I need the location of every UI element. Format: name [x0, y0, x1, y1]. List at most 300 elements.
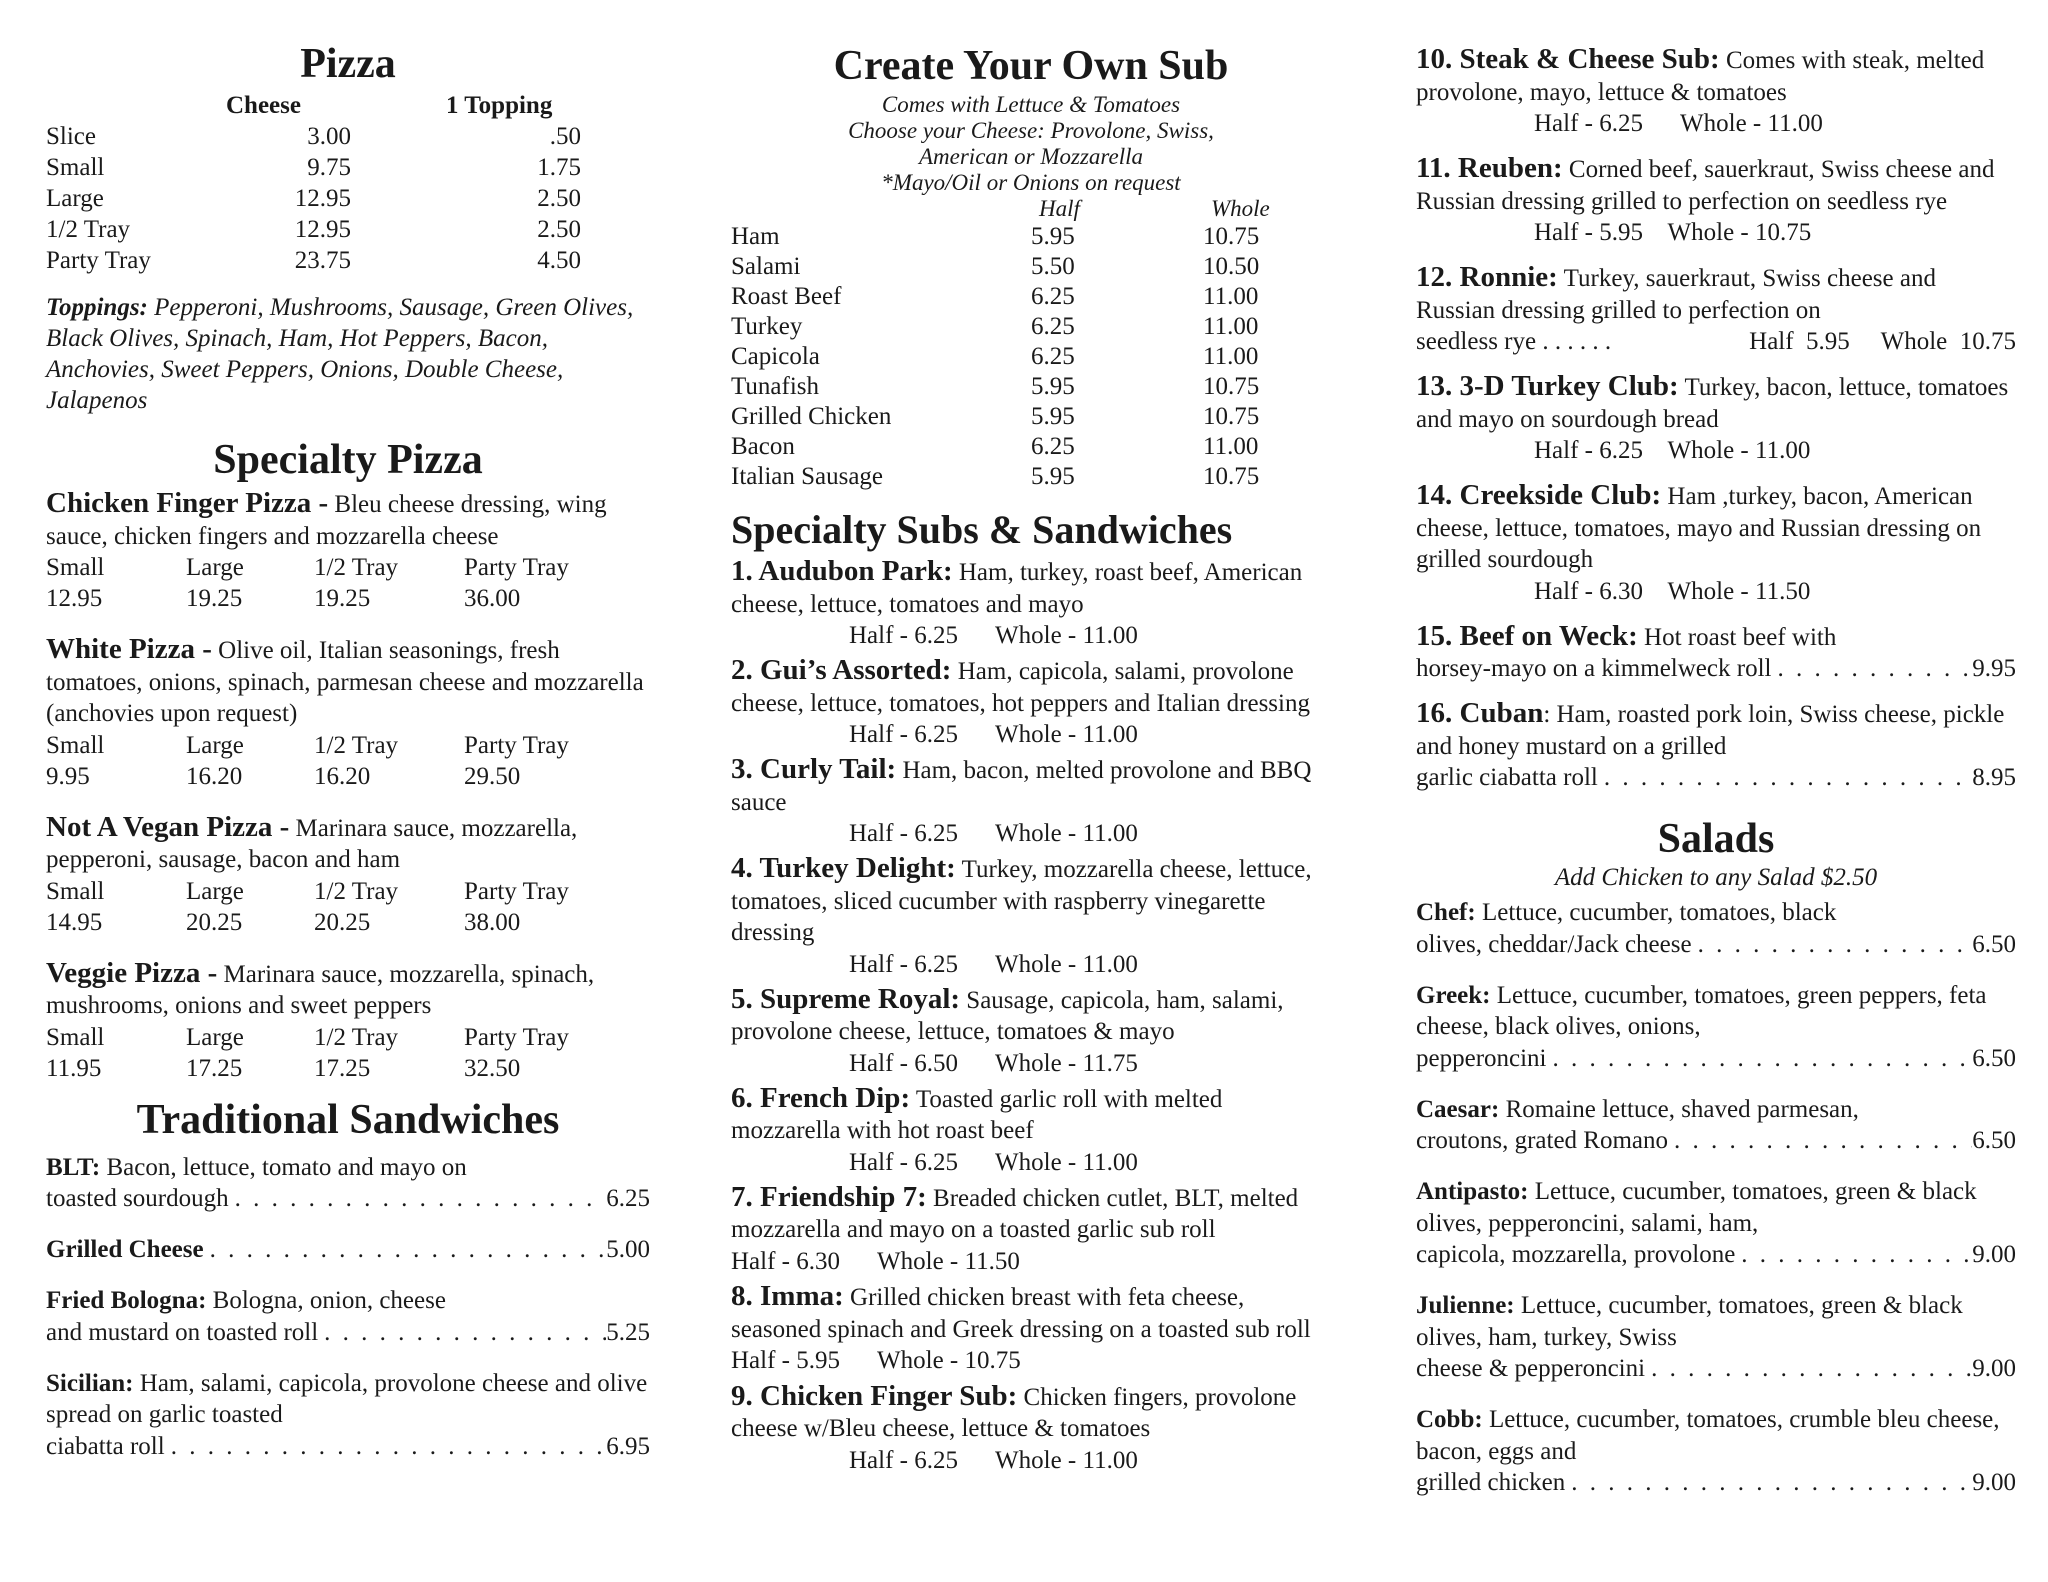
specialty-subs-list-continued — [1416, 44, 2016, 793]
salad-item — [1416, 1176, 2016, 1270]
salad-description — [1416, 897, 2016, 929]
salad-name: Cobb: — [1416, 1406, 1483, 1433]
salad-price-line — [1416, 1043, 2016, 1074]
size-label: Party Tray — [464, 1023, 569, 1051]
specialty-pizza-prices — [46, 761, 650, 792]
specialty-sub-desc: Ham, bacon, melted provolone and BBQ sauce — [731, 757, 1312, 816]
dot-leader — [1735, 1239, 1972, 1270]
specialty-sub-desc: Hot roast beef with — [1637, 623, 1837, 651]
create-sub-row — [731, 462, 1331, 492]
traditional-name: Grilled Cheese — [46, 1236, 204, 1263]
traditional-price: 5.25 — [606, 1318, 650, 1346]
specialty-sub-name: 13. 3-D Turkey Club: — [1416, 370, 1679, 402]
specialty-sub-name: 2. Gui’s Assorted: — [731, 654, 952, 686]
salad-price-line — [1416, 1239, 2016, 1270]
create-sub-note: *Mayo/Oil or Onions on request — [881, 170, 1181, 195]
traditional-item — [46, 1234, 650, 1265]
specialty-sub-name: 1. Audubon Park: — [731, 555, 953, 587]
create-sub-notes — [731, 92, 1331, 196]
salad-desc-end: capicola, mozzarella, provolone — [1416, 1241, 1736, 1268]
column-right — [1416, 0, 2016, 1498]
specialty-sub-desc: Ham, turkey, roast beef, American cheese, lettuce, tomatoes and mayo — [731, 559, 1303, 618]
salad-price-line — [1416, 1467, 2016, 1498]
salad-desc-end: pepperoncini — [1416, 1044, 1547, 1072]
traditional-desc-end: toasted sourdough — [46, 1185, 229, 1212]
create-sub-note: American or Mozzarella — [918, 144, 1143, 169]
salad-desc-end: cheese & pepperoncini — [1416, 1355, 1646, 1382]
create-sub-half: 6.25 — [1031, 343, 1075, 370]
specialty-sub-item — [731, 1381, 1331, 1476]
pizza-cheese-price: 12.95 — [294, 185, 351, 212]
size-price: 19.25 — [314, 585, 371, 612]
pizza-topping-price: 2.50 — [537, 216, 581, 243]
salad-item — [1416, 1404, 2016, 1498]
pizza-title: Pizza — [300, 41, 396, 87]
traditional-title: Traditional Sandwiches — [136, 1096, 560, 1143]
size-label: 1/2 Tray — [314, 1023, 399, 1051]
pizza-topping-price: 2.50 — [537, 185, 581, 212]
specialty-sub-item — [731, 754, 1331, 849]
specialty-sub-desc-end: seedless rye . . . . . . — [1416, 328, 1612, 355]
size-label: Party Tray — [464, 731, 569, 759]
specialty-pizza-name: Veggie Pizza - — [46, 956, 218, 989]
specialty-sub-item — [731, 556, 1331, 651]
specialty-subs-title: Specialty Subs & Sandwiches — [731, 507, 1233, 552]
salad-price: 6.50 — [1972, 1044, 2016, 1072]
traditional-price-line — [46, 1234, 650, 1265]
specialty-sub-desc-end: garlic ciabatta roll — [1416, 764, 1598, 791]
salad-price-line — [1416, 1353, 2016, 1384]
specialty-sub-desc: Chicken fingers, provolone cheese w/Bleu cheese, lettuce & tomatoes — [731, 1383, 1297, 1442]
salad-description — [1416, 980, 2016, 1043]
specialty-sub-item — [731, 1182, 1331, 1278]
traditional-name: Sicilian: — [46, 1369, 134, 1397]
size-label: 1/2 Tray — [314, 731, 399, 759]
salads-list — [1416, 897, 2016, 1498]
specialty-sub-desc: Comes with steak, melted provolone, mayo, lettuce & tomatoes — [1416, 47, 1985, 106]
create-sub-half: 5.95 — [1031, 373, 1075, 400]
size-price: 19.25 — [186, 585, 243, 612]
specialty-sub-desc: Ham, capicola, salami, provolone cheese, lettuce, tomatoes, hot peppers and Italian dressing — [731, 658, 1310, 717]
dot-leader — [1668, 1125, 1972, 1156]
specialty-sub-desc: : Ham, roasted pork loin, Swiss cheese, pickle and honey mustard on a grilled — [1416, 701, 2005, 760]
size-label: Small — [46, 877, 105, 905]
create-sub-name: Salami — [731, 253, 801, 280]
traditional-item — [46, 1152, 650, 1215]
specialty-sub-desc: Breaded chicken cutlet, BLT, melted mozzarella and mayo on a toasted garlic sub roll — [731, 1184, 1299, 1243]
pizza-cheese-price: 3.00 — [307, 123, 351, 150]
specialty-sub-price: Half - 5.95 Whole - 10.75 — [1534, 219, 1812, 246]
pizza-price-table — [46, 121, 650, 276]
specialty-pizza-name: Chicken Finger Pizza - — [46, 487, 329, 519]
size-price: 9.95 — [46, 762, 90, 790]
specialty-pizza-name: White Pizza - — [46, 633, 212, 665]
specialty-sub-item — [731, 984, 1331, 1079]
pizza-size: Large — [46, 185, 104, 212]
salad-item — [1416, 897, 2016, 960]
specialty-pizza-size-labels — [46, 1022, 650, 1053]
size-price: 17.25 — [186, 1054, 243, 1082]
salad-name: Antipasto: — [1416, 1178, 1529, 1205]
create-sub-half: 6.25 — [1031, 433, 1075, 460]
create-sub-row — [731, 282, 1331, 312]
specialty-sub-inline-price: Half - 5.95 Whole - 10.75 — [731, 1347, 1021, 1374]
specialty-sub-name: 14. Creekside Club: — [1416, 479, 1662, 511]
create-sub-header-row — [731, 196, 1331, 222]
size-price: 16.20 — [186, 762, 243, 790]
size-label: Small — [46, 1023, 105, 1051]
create-sub-whole: 11.00 — [1203, 433, 1259, 460]
salad-desc: Lettuce, cucumber, tomatoes, green & black olives, pepperoncini, salami, ham, — [1416, 1178, 1977, 1237]
specialty-pizza-list — [46, 488, 650, 1084]
toppings-list — [46, 292, 650, 416]
create-sub-row — [731, 312, 1331, 342]
specialty-sub-name: 8. Imma: — [731, 1280, 844, 1312]
specialty-sub-description — [731, 754, 1331, 818]
create-sub-row — [731, 222, 1331, 252]
specialty-pizza-desc: Marinara sauce, mozzarella, spinach, mushrooms, onions and sweet peppers — [46, 960, 595, 1019]
specialty-sub-description — [1416, 262, 2016, 326]
pizza-price-row — [46, 152, 650, 183]
specialty-pizza-prices — [46, 1053, 650, 1084]
create-sub-title: Create Your Own Sub — [833, 43, 1229, 89]
salads-note: Add Chicken to any Salad $2.50 — [1554, 864, 1878, 891]
traditional-desc: Bacon, lettuce, tomato and mayo on — [100, 1153, 467, 1181]
pizza-size: Small — [46, 154, 105, 181]
specialty-sub-description — [731, 1281, 1331, 1377]
salad-description — [1416, 1094, 2016, 1126]
specialty-sub-name: 10. Steak & Cheese Sub: — [1416, 43, 1720, 75]
specialty-sub-item — [731, 853, 1331, 980]
dot-leader — [204, 1234, 607, 1265]
specialty-pizza-item — [46, 812, 650, 938]
size-price: 11.95 — [46, 1054, 102, 1082]
size-label: 1/2 Tray — [314, 554, 399, 581]
salad-price-line — [1416, 1125, 2016, 1156]
specialty-sub-name: 6. French Dip: — [731, 1081, 911, 1114]
create-sub-name: Italian Sausage — [731, 463, 884, 490]
salad-name: Chef: — [1416, 899, 1476, 926]
specialty-sub-item — [1416, 44, 2016, 139]
traditional-item — [46, 1368, 650, 1462]
create-sub-name: Bacon — [731, 433, 795, 460]
pizza-size: Party Tray — [46, 247, 151, 274]
specialty-sub-description — [731, 853, 1331, 949]
specialty-subs-list — [731, 556, 1331, 1476]
traditional-name: Fried Bologna: — [46, 1287, 207, 1314]
salad-desc-end: olives, cheddar/Jack cheese — [1416, 930, 1692, 958]
pizza-price-row — [46, 214, 650, 245]
salad-price: 9.00 — [1972, 1241, 2016, 1268]
create-sub-table — [731, 222, 1331, 492]
size-price: 20.25 — [314, 908, 371, 936]
specialty-sub-name: 3. Curly Tail: — [731, 753, 897, 785]
specialty-sub-inline-price: Half - 6.30 Whole - 11.50 — [731, 1247, 1020, 1275]
size-label: Small — [46, 554, 105, 581]
salad-item — [1416, 1094, 2016, 1157]
traditional-price-line — [46, 1431, 650, 1462]
specialty-sub-name: 12. Ronnie: — [1416, 261, 1558, 293]
create-sub-name: Capicola — [731, 343, 820, 370]
specialty-sub-desc: Turkey, mozzarella cheese, lettuce, tomatoes, sliced cucumber with raspberry vinegarette dressing — [731, 856, 1312, 946]
specialty-sub-description — [1416, 480, 2016, 576]
salad-price-line — [1416, 929, 2016, 960]
create-sub-half: 5.95 — [1031, 403, 1075, 430]
specialty-sub-item — [1416, 371, 2016, 466]
specialty-sub-price: Half - 6.25 Whole - 11.00 — [849, 1148, 1138, 1176]
pizza-topping-price: 4.50 — [537, 247, 581, 274]
specialty-sub-description — [731, 984, 1331, 1048]
size-label: Large — [186, 1023, 244, 1051]
specialty-sub-name: 9. Chicken Finger Sub: — [731, 1379, 1018, 1412]
specialty-sub-description — [1416, 621, 2016, 654]
specialty-sub-description — [731, 1083, 1331, 1147]
salad-price: 9.00 — [1972, 1355, 2016, 1382]
salad-desc: Lettuce, cucumber, tomatoes, green & black olives, ham, turkey, Swiss — [1416, 1292, 1963, 1351]
specialty-sub-name: 4. Turkey Delight: — [731, 852, 956, 884]
size-price: 20.25 — [186, 908, 243, 936]
create-sub-whole: 10.75 — [1203, 463, 1260, 490]
traditional-price: 6.95 — [606, 1432, 650, 1460]
specialty-pizza-prices — [46, 583, 650, 614]
specialty-sub-item — [731, 1281, 1331, 1377]
toppings-text: Pepperoni, Mushrooms, Sausage, Green Olives, Black Olives, Spinach, Ham, Hot Peppers, Bacon, Anchovies, Sweet Peppers, Onions, Double Cheese, Jalapenos — [46, 294, 634, 414]
create-sub-whole: 10.50 — [1203, 253, 1260, 280]
dot-leader — [1692, 929, 1973, 960]
create-sub-row — [731, 342, 1331, 372]
specialty-sub-description — [1416, 698, 2016, 762]
specialty-sub-item — [1416, 621, 2016, 685]
salad-desc: Romaine lettuce, shaved parmesan, — [1499, 1095, 1859, 1123]
size-price: 17.25 — [314, 1054, 371, 1082]
create-sub-whole: 11.00 — [1203, 283, 1259, 310]
specialty-sub-item — [1416, 262, 2016, 357]
specialty-sub-item — [1416, 153, 2016, 248]
traditional-name: BLT: — [46, 1153, 101, 1181]
specialty-sub-price-line — [1416, 653, 2016, 684]
specialty-pizza-size-labels — [46, 876, 650, 907]
create-sub-name: Grilled Chicken — [731, 403, 892, 430]
specialty-sub-desc: Turkey, bacon, lettuce, tomatoes and mayo on sourdough bread — [1416, 374, 2009, 433]
salad-desc: Lettuce, cucumber, tomatoes, crumble bleu cheese, bacon, eggs and — [1416, 1406, 2000, 1465]
specialty-sub-price-line — [1416, 326, 2016, 357]
dot-leader — [1645, 1353, 1972, 1384]
specialty-sub-price: Half - 6.25 Whole - 11.00 — [1534, 110, 1823, 137]
specialty-sub-description — [1416, 153, 2016, 217]
specialty-sub-price: Half - 6.50 Whole - 11.75 — [849, 1049, 1138, 1077]
salad-item — [1416, 1290, 2016, 1384]
specialty-sub-desc: Sausage, capicola, ham, salami, provolone cheese, lettuce, tomatoes & mayo — [731, 986, 1284, 1045]
specialty-sub-description — [731, 556, 1331, 620]
create-sub-row — [731, 432, 1331, 462]
traditional-price-line — [46, 1183, 650, 1214]
traditional-desc-end: ciabatta roll — [46, 1432, 165, 1460]
specialty-sub-desc: Turkey, sauerkraut, Swiss cheese and Russian dressing grilled to perfection on — [1416, 265, 1936, 324]
create-sub-name: Roast Beef — [731, 283, 842, 310]
dot-leader — [1771, 653, 1972, 684]
create-sub-note: Comes with Lettuce & Tomatoes — [881, 92, 1181, 117]
specialty-sub-description — [731, 655, 1331, 719]
size-price: 29.50 — [464, 762, 521, 790]
specialty-pizza-item — [46, 958, 650, 1084]
salad-desc: Lettuce, cucumber, tomatoes, green peppers, feta cheese, black olives, onions, — [1416, 981, 1987, 1040]
specialty-sub-price-line — [1416, 762, 2016, 793]
specialty-pizza-desc: Olive oil, Italian seasonings, fresh tomatoes, onions, spinach, parmesan cheese and mozzarella (anchovies upon request) — [46, 637, 644, 727]
pizza-col-cheese: Cheese — [226, 92, 301, 119]
size-label: Party Tray — [464, 554, 569, 581]
size-label: Party Tray — [464, 877, 569, 905]
specialty-pizza-item — [46, 634, 650, 792]
pizza-col-topping: 1 Topping — [446, 92, 553, 119]
specialty-pizza-title: Specialty Pizza — [213, 437, 483, 483]
column-middle — [731, 0, 1331, 1476]
create-sub-half: 5.50 — [1031, 253, 1075, 280]
specialty-sub-item — [731, 655, 1331, 750]
specialty-sub-description — [1416, 44, 2016, 108]
size-price: 16.20 — [314, 762, 371, 790]
specialty-sub-desc: Corned beef, sauerkraut, Swiss cheese and Russian dressing grilled to perfection on seedless rye — [1416, 156, 1995, 215]
pizza-cheese-price: 9.75 — [307, 154, 351, 181]
toppings-label: Toppings: — [46, 294, 148, 321]
salads-title: Salads — [1657, 816, 1775, 862]
specialty-sub-desc: Grilled chicken breast with feta cheese, seasoned spinach and Greek dressing on a toasted sub roll — [731, 1284, 1311, 1343]
salad-description — [1416, 1176, 2016, 1239]
salad-name: Caesar: — [1416, 1095, 1500, 1123]
specialty-sub-name: 15. Beef on Weck: — [1416, 619, 1638, 652]
create-sub-col-half: Half — [1039, 196, 1080, 221]
specialty-sub-description — [731, 1182, 1331, 1278]
size-price: 14.95 — [46, 908, 103, 936]
specialty-sub-price: 8.95 — [1972, 764, 2016, 791]
salad-item — [1416, 980, 2016, 1074]
specialty-sub-item — [1416, 480, 2016, 607]
specialty-pizza-description — [46, 634, 650, 730]
traditional-desc-end: and mustard on toasted roll — [46, 1318, 319, 1346]
specialty-sub-desc: Ham ,turkey, bacon, American cheese, lettuce, tomatoes, mayo and Russian dressing on grilled sourdough — [1416, 483, 1982, 573]
pizza-cheese-price: 12.95 — [294, 216, 351, 243]
specialty-pizza-description — [46, 812, 650, 876]
specialty-pizza-name: Not A Vegan Pizza - — [46, 810, 290, 843]
dot-leader — [229, 1183, 607, 1214]
create-sub-half: 5.95 — [1031, 463, 1075, 490]
traditional-description — [46, 1368, 650, 1431]
salad-name: Julienne: — [1416, 1292, 1515, 1319]
specialty-sub-desc: Toasted garlic roll with melted mozzarella with hot roast beef — [731, 1085, 1223, 1144]
traditional-desc: Bologna, onion, cheese — [206, 1287, 446, 1314]
column-left — [46, 0, 650, 1462]
create-sub-name: Turkey — [731, 313, 803, 340]
salad-description — [1416, 1404, 2016, 1467]
specialty-pizza-size-labels — [46, 552, 650, 583]
create-sub-half: 5.95 — [1031, 223, 1075, 250]
size-price: 12.95 — [46, 585, 103, 612]
traditional-item — [46, 1285, 650, 1348]
pizza-header-row — [46, 90, 650, 121]
specialty-pizza-item — [46, 488, 650, 614]
pizza-topping-price: .50 — [549, 123, 581, 150]
salad-price: 6.50 — [1972, 930, 2016, 958]
size-price: 36.00 — [464, 585, 521, 612]
pizza-price-row — [46, 183, 650, 214]
salad-desc: Lettuce, cucumber, tomatoes, black — [1475, 899, 1837, 926]
salad-desc-end: grilled chicken — [1416, 1469, 1566, 1496]
create-sub-whole: 10.75 — [1203, 223, 1260, 250]
specialty-pizza-description — [46, 958, 650, 1022]
size-price: 32.50 — [464, 1054, 521, 1082]
specialty-sub-name: 16. Cuban — [1416, 697, 1544, 729]
salad-name: Greek: — [1416, 981, 1491, 1009]
specialty-sub-price: Half - 6.25 Whole - 11.00 — [849, 1446, 1138, 1474]
salad-desc-end: croutons, grated Romano — [1416, 1127, 1669, 1154]
create-sub-note: Choose your Cheese: Provolone, Swiss, — [848, 118, 1214, 143]
dot-leader — [165, 1431, 607, 1462]
specialty-pizza-size-labels — [46, 730, 650, 761]
dot-leader — [1547, 1043, 1973, 1074]
specialty-pizza-description — [46, 488, 650, 552]
create-sub-whole: 10.75 — [1203, 403, 1260, 430]
create-sub-name: Ham — [731, 223, 780, 250]
dot-leader — [1565, 1467, 1972, 1498]
specialty-sub-price: Half - 6.25 Whole - 11.00 — [849, 622, 1138, 649]
pizza-size: 1/2 Tray — [46, 216, 131, 243]
specialty-sub-description — [1416, 371, 2016, 435]
create-sub-whole: 10.75 — [1203, 373, 1260, 400]
dot-leader — [1598, 762, 1972, 793]
size-label: 1/2 Tray — [314, 877, 399, 905]
specialty-sub-item — [731, 1083, 1331, 1178]
create-sub-whole: 11.00 — [1203, 313, 1259, 340]
size-price: 38.00 — [464, 908, 521, 936]
pizza-topping-price: 1.75 — [537, 154, 581, 181]
traditional-description — [46, 1285, 650, 1317]
create-sub-half: 6.25 — [1031, 283, 1075, 310]
pizza-price-row — [46, 245, 650, 276]
salad-price: 6.50 — [1972, 1127, 2016, 1154]
create-sub-col-whole: Whole — [1211, 196, 1270, 221]
traditional-description — [46, 1152, 650, 1184]
size-label: Small — [46, 731, 105, 759]
salad-description — [1416, 1290, 2016, 1353]
specialty-sub-desc-end: horsey-mayo on a kimmelweck roll — [1416, 655, 1772, 682]
traditional-desc: Ham, salami, capicola, provolone cheese and olive spread on garlic toasted — [46, 1369, 648, 1428]
size-label: Large — [186, 877, 244, 905]
specialty-sub-price: Half - 6.25 Whole - 11.00 — [849, 950, 1138, 978]
create-sub-row — [731, 252, 1331, 282]
pizza-size: Slice — [46, 123, 96, 150]
traditional-price: 5.00 — [606, 1236, 650, 1263]
specialty-sub-item — [1416, 698, 2016, 793]
create-sub-whole: 11.00 — [1203, 343, 1259, 370]
specialty-sub-name: 11. Reuben: — [1416, 152, 1563, 184]
salad-price: 9.00 — [1972, 1469, 2016, 1496]
specialty-sub-inline-price: Half 5.95 Whole 10.75 — [1749, 328, 2016, 355]
traditional-price: 6.25 — [606, 1185, 650, 1212]
specialty-pizza-desc: Marinara sauce, mozzarella, pepperoni, sausage, bacon and ham — [46, 814, 578, 873]
specialty-pizza-desc: Bleu cheese dressing, wing sauce, chicken fingers and mozzarella cheese — [46, 491, 607, 550]
size-label: Large — [186, 554, 244, 581]
specialty-sub-price: Half - 6.25 Whole - 11.00 — [849, 721, 1138, 748]
specialty-sub-price: Half - 6.25 Whole - 11.00 — [1534, 437, 1811, 464]
pizza-price-row — [46, 121, 650, 152]
specialty-sub-price: Half - 6.30 Whole - 11.50 — [1534, 577, 1811, 605]
size-label: Large — [186, 731, 244, 759]
dot-leader — [318, 1317, 606, 1348]
create-sub-half: 6.25 — [1031, 313, 1075, 340]
create-sub-name: Tunafish — [731, 373, 819, 400]
traditional-price-line — [46, 1317, 650, 1348]
create-sub-row — [731, 372, 1331, 402]
specialty-sub-name: 5. Supreme Royal: — [731, 982, 961, 1015]
